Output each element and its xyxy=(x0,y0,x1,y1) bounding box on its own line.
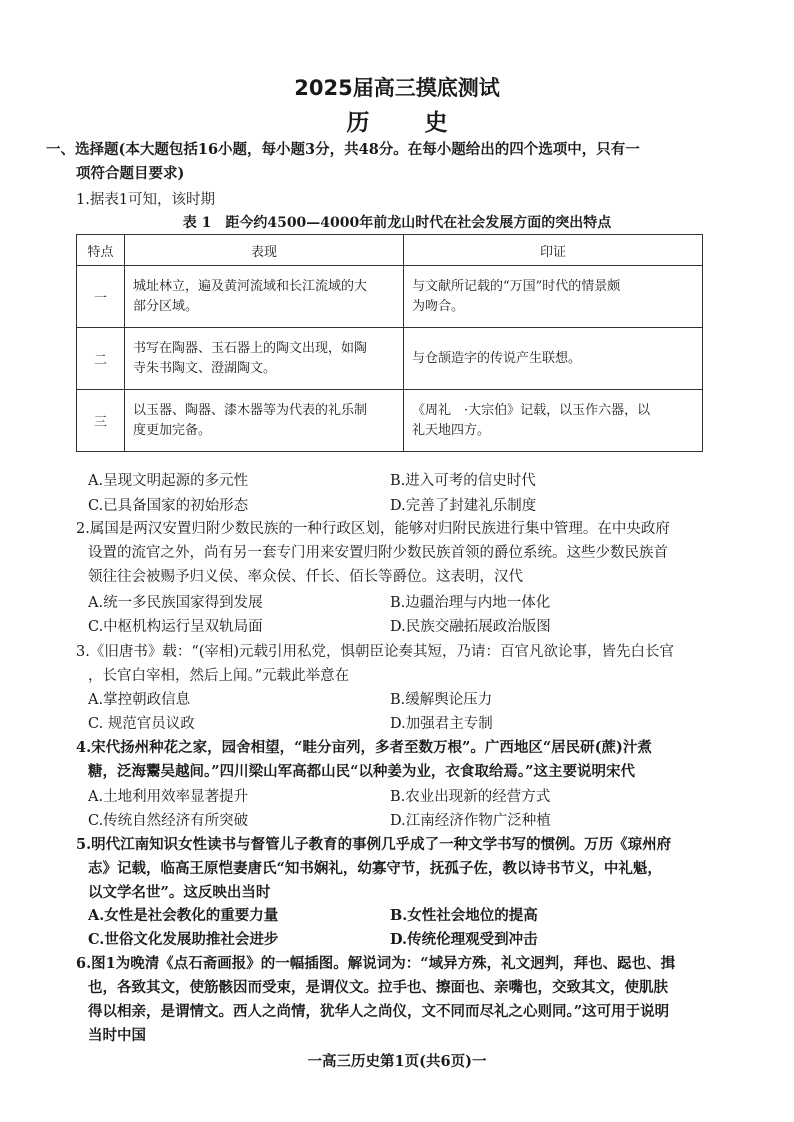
table-cell-feature: 三 xyxy=(77,390,125,452)
q5-option-c: C.世俗文化发展助推社会进步 xyxy=(88,931,279,948)
q6-stem-line-1: 6.图1为晚清《点石斋画报》的一幅插图。解说词为：“域异方殊，礼文迥判，拜也、跽也、揖 xyxy=(76,955,676,972)
q2-stem-line-2: 设置的流官之外，尚有另一套专门用来安置归附少数民族首领的爵位系统。这些少数民族首 xyxy=(88,545,668,561)
q1-option-b: B.进入可考的信史时代 xyxy=(390,473,536,489)
features-table xyxy=(76,234,703,452)
q2-option-c: C.中枢机构运行呈双轨局面 xyxy=(88,619,263,635)
table-header-row xyxy=(77,235,703,266)
q5-stem-line-1: 5.明代江南知识女性读书与督管儿子教育的事例几乎成了一种文学书写的惯例。万历《琼州府 xyxy=(76,836,672,853)
subject-title: 历 史 xyxy=(346,110,464,136)
q3-stem-line-1: 3.《旧唐书》载：“(宰相)元载引用私党，惧朝臣论奏其短，乃请：百官凡欲论事，皆先白长官 xyxy=(76,644,675,660)
q5-stem-line-2: 志》记载，临高王原恺妻唐氏“知书娴礼，幼寡守节，抚孤子佐，教以诗书节义，中礼魁， xyxy=(88,860,662,877)
q1-option-c: C.已具备国家的初始形态 xyxy=(88,498,249,514)
q1-stem: 1.据表1可知，该时期 xyxy=(76,192,216,208)
table-cell-proof: 与文献所记载的“万国”时代的情景颇 为吻合。 xyxy=(404,266,703,328)
q4-option-a: A.土地利用效率显著提升 xyxy=(88,789,249,805)
q3-stem-line-2: ，长官白宰相，然后上闻。”元载此举意在 xyxy=(88,668,350,684)
q2-option-b: B.边疆治理与内地一体化 xyxy=(390,595,551,611)
q4-option-b: B.农业出现新的经营方式 xyxy=(390,789,551,805)
q1-option-d: D.完善了封建礼乐制度 xyxy=(390,498,537,514)
q2-option-a: A.统一多民族国家得到发展 xyxy=(88,595,263,611)
q3-option-c: C. 规范官员议政 xyxy=(88,716,195,732)
q4-stem-line-1: 4.宋代扬州种花之家，园舍相望，“畦分亩列，多者至数万根”。广西地区“居民研(蔗)汁煮 xyxy=(76,739,652,756)
q1-option-a: A.呈现文明起源的多元性 xyxy=(88,473,249,489)
table-header-cell: 特点 xyxy=(77,235,125,266)
q6-stem-line-2: 也，各致其文，使筋骸因而受束，是谓仪文。拉手也、擦面也、亲嘴也，交致其文，使肌肤 xyxy=(88,979,668,996)
q5-option-b: B.女性社会地位的提高 xyxy=(390,907,538,924)
section-heading-line-2: 项符合题目要求) xyxy=(76,165,185,182)
q2-stem-line-3: 领往往会被赐予归义侯、率众侯、仟长、佰长等爵位。这表明，汉代 xyxy=(88,569,523,585)
q5-option-a: A.女性是社会教化的重要力量 xyxy=(88,907,279,924)
table-cell-proof: 《周礼 ·大宗伯》记载，以玉作六器，以 礼天地四方。 xyxy=(404,390,703,452)
table-header-cell: 表现 xyxy=(125,235,404,266)
table-cell-show: 城址林立，遍及黄河流域和长江流域的大 部分区域。 xyxy=(125,266,404,328)
table-cell-show: 以玉器、陶器、漆木器等为代表的礼乐制 度更加完备。 xyxy=(125,390,404,452)
page-footer: 一高三历史第1页(共6页)一 xyxy=(307,1053,487,1070)
table-cell-feature: 二 xyxy=(77,328,125,390)
section-heading-line-1: 一、选择题(本大题包括16小题，每小题3分，共48分。在每小题给出的四个选项中，只有一 xyxy=(46,141,640,158)
q3-option-d: D.加强君主专制 xyxy=(390,716,493,732)
q6-stem-line-3: 得以相亲，是谓情文。西人之尚情，犹华人之尚仪，文不同而尽礼之心则同。”这可用于说明 xyxy=(88,1003,670,1020)
q3-option-b: B.缓解舆论压力 xyxy=(390,692,493,708)
table-cell-show: 书写在陶器、玉石器上的陶文出现，如陶 寺朱书陶文、澄湖陶文。 xyxy=(125,328,404,390)
exam-title: 2025届高三摸底测试 xyxy=(294,76,500,100)
q4-option-c: C.传统自然经济有所突破 xyxy=(88,813,249,829)
q4-option-d: D.江南经济作物广泛种植 xyxy=(390,813,551,829)
table-row xyxy=(77,390,703,452)
q4-stem-line-2: 糖，泛海鬻吴越间。”四川梁山军高都山民“以种姜为业，衣食取给焉。”这主要说明宋代 xyxy=(88,763,636,780)
table-cell-feature: 一 xyxy=(77,266,125,328)
table-header-cell: 印证 xyxy=(404,235,703,266)
table-caption: 表 1 距今约4500—4000年前龙山时代在社会发展方面的突出特点 xyxy=(182,215,612,231)
table-cell-proof: 与仓颉造字的传说产生联想。 xyxy=(404,328,703,390)
table-row xyxy=(77,328,703,390)
q5-option-d: D.传统伦理观受到冲击 xyxy=(390,931,538,948)
q6-stem-line-4: 当时中国 xyxy=(88,1027,146,1044)
table-row xyxy=(77,266,703,328)
q2-stem-line-1: 2.属国是两汉安置归附少数民族的一种行政区划，能够对归附民族进行集中管理。在中央政府 xyxy=(76,521,670,537)
q3-option-a: A.掌控朝政信息 xyxy=(88,692,191,708)
q5-stem-line-3: 以文学名世”。这反映出当时 xyxy=(88,884,271,901)
q2-option-d: D.民族交融拓展政治版图 xyxy=(390,619,551,635)
